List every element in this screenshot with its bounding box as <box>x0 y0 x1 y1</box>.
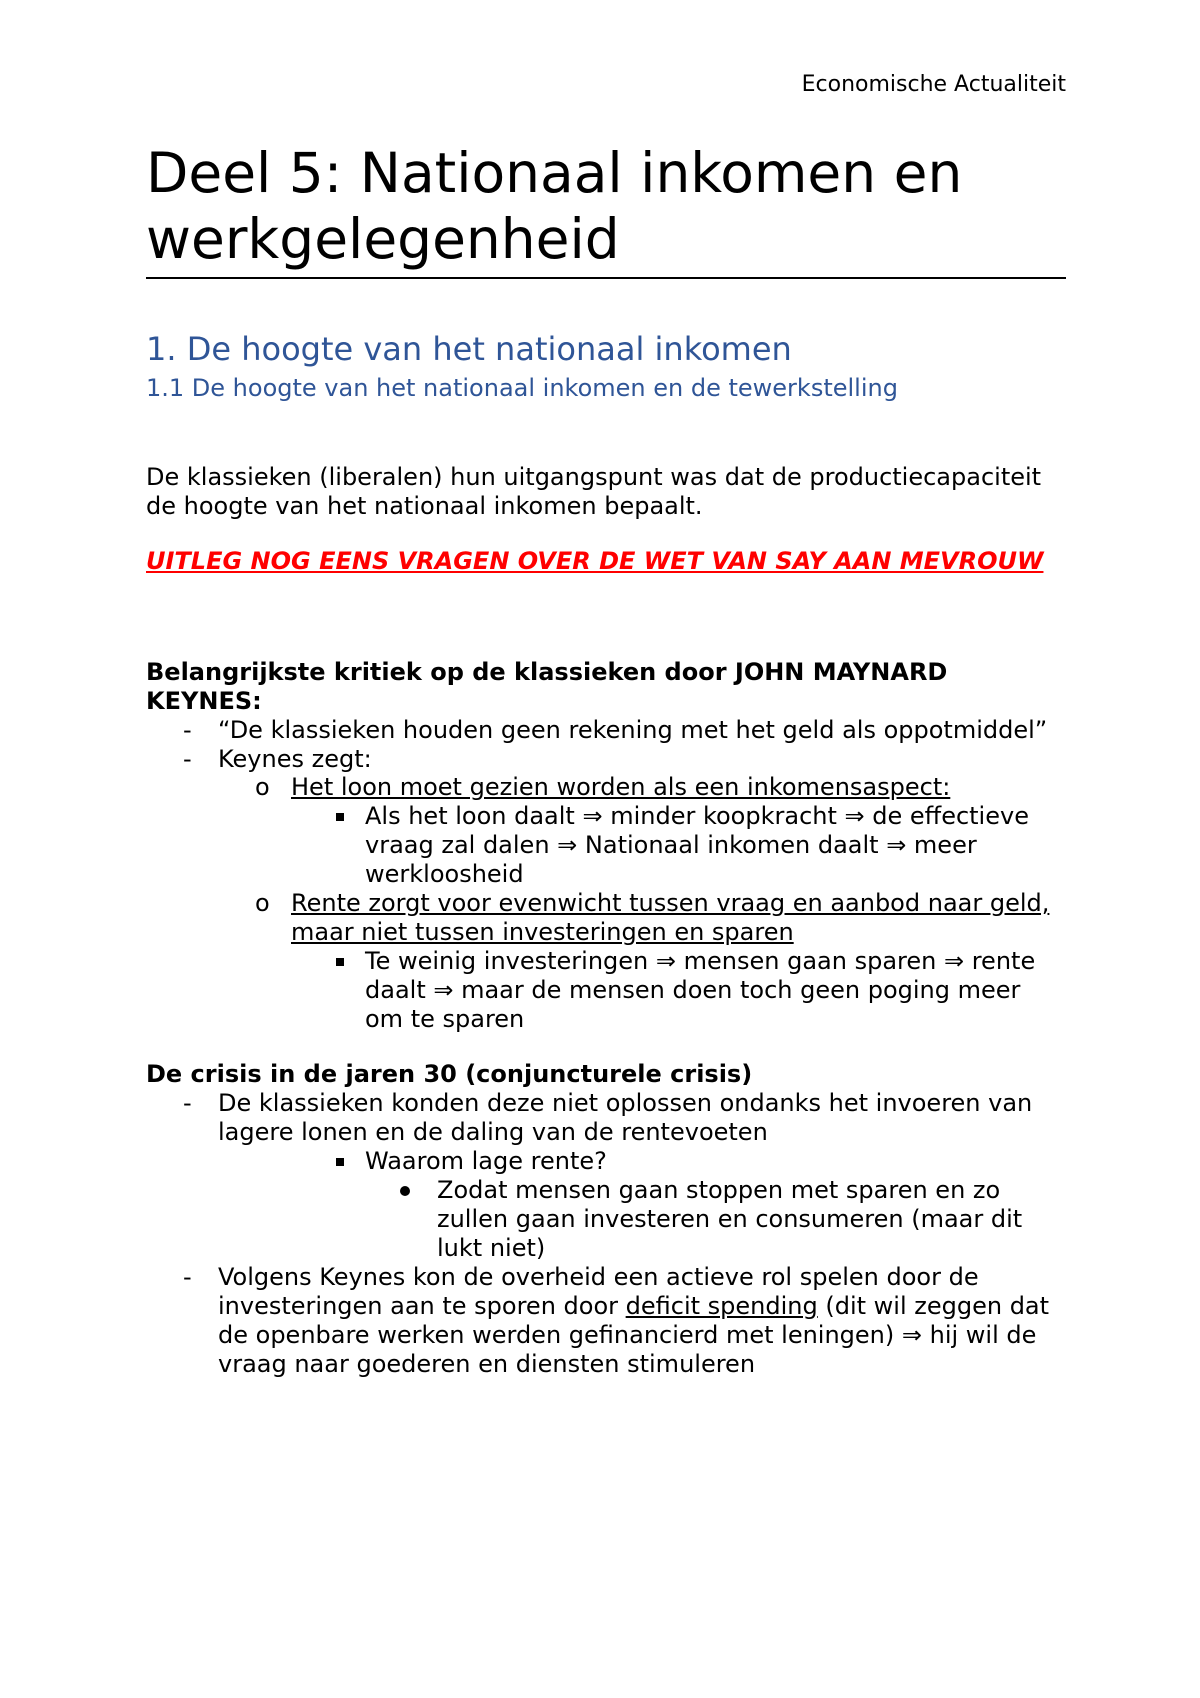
sub1-point-line-1: Als het loon daalt ⇒ minder koopkracht ⇒ de effectieve <box>365 802 1029 830</box>
critique-heading-line-1: Belangrijkste kritiek op de klassieken door JOHN MAYNARD <box>146 658 948 686</box>
circle-marker: o <box>255 889 270 917</box>
round-bullet-icon <box>400 1176 410 1205</box>
square-bullet-icon <box>336 1147 344 1176</box>
crisis-item-2-line-2 <box>218 1292 1049 1321</box>
intro-line-2: de hoogte van het nationaal inkomen bepaalt. <box>146 492 703 520</box>
dash-marker: - <box>183 745 192 773</box>
title-underline-rule <box>146 277 1066 279</box>
sub1-point-line-2: vraag zal dalen ⇒ Nationaal inkomen daalt ⇒ meer <box>365 831 977 859</box>
dash-marker: - <box>183 716 192 744</box>
crisis-item-1-line-1: De klassieken konden deze niet oplossen ondanks het invoeren van <box>218 1089 1033 1117</box>
crisis-item-2-line-2-after: (dit wil zeggen dat <box>817 1292 1050 1320</box>
sub2-point-line-3: om te sparen <box>365 1005 525 1033</box>
running-header: Economische Actualiteit <box>801 72 1066 97</box>
crisis-heading: De crisis in de jaren 30 (conjuncturele crisis) <box>146 1060 753 1088</box>
sub1-point-line-3: werkloosheid <box>365 860 524 888</box>
subsection-heading: 1.1 De hoogte van het nationaal inkomen en de tewerkstelling <box>146 374 898 402</box>
circle-marker: o <box>255 773 270 801</box>
sub2-point-line-1: Te weinig investeringen ⇒ mensen gaan sparen ⇒ rente <box>365 947 1036 975</box>
critique-item-1: “De klassieken houden geen rekening met het geld als oppotmiddel” <box>218 716 1048 744</box>
deficit-spending-term: deficit spending <box>625 1292 818 1320</box>
title-line-1: Deel 5: Nationaal inkomen en <box>146 141 963 205</box>
crisis-item-2-line-3: de openbare werken werden gefinancierd met leningen) ⇒ hij wil de <box>218 1321 1037 1349</box>
page-title <box>146 140 1066 272</box>
square-bullet-icon <box>336 947 344 976</box>
critique-sub-1: Het loon moet gezien worden als een inkomensaspect: <box>291 773 951 801</box>
critique-sub-2-line-2: maar niet tussen investeringen en sparen <box>291 918 794 946</box>
dash-marker: - <box>183 1263 192 1291</box>
crisis-answer-line-2: zullen gaan investeren en consumeren (maar dit <box>437 1205 1023 1233</box>
crisis-item-2-line-4: vraag naar goederen en diensten stimuleren <box>218 1350 756 1378</box>
intro-line-1: De klassieken (liberalen) hun uitgangspunt was dat de productiecapaciteit <box>146 463 1042 491</box>
critique-heading-line-2: KEYNES: <box>146 687 262 715</box>
crisis-item-2-line-1: Volgens Keynes kon de overheid een actieve rol spelen door de <box>218 1263 979 1291</box>
critique-sub-2-line-1: Rente zorgt voor evenwicht tussen vraag en aanbod naar geld, <box>291 889 1050 917</box>
dash-marker: - <box>183 1089 192 1117</box>
crisis-item-2-line-2-before: investeringen aan te sporen door <box>218 1292 626 1320</box>
sub2-point-line-2: daalt ⇒ maar de mensen doen toch geen poging meer <box>365 976 1021 1004</box>
warning-note: UITLEG NOG EENS VRAGEN OVER DE WET VAN SAY AAN MEVROUW <box>146 547 1044 575</box>
square-bullet-icon <box>336 802 344 831</box>
crisis-question: Waarom lage rente? <box>365 1147 607 1175</box>
crisis-item-1-line-2: lagere lonen en de daling van de rentevoeten <box>218 1118 768 1146</box>
title-line-2: werkgelegenheid <box>146 207 620 271</box>
crisis-answer-line-1: Zodat mensen gaan stoppen met sparen en zo <box>437 1176 1001 1204</box>
critique-item-2: Keynes zegt: <box>218 745 372 773</box>
section-heading: 1. De hoogte van het nationaal inkomen <box>146 330 792 368</box>
crisis-answer-line-3: lukt niet) <box>437 1234 546 1262</box>
